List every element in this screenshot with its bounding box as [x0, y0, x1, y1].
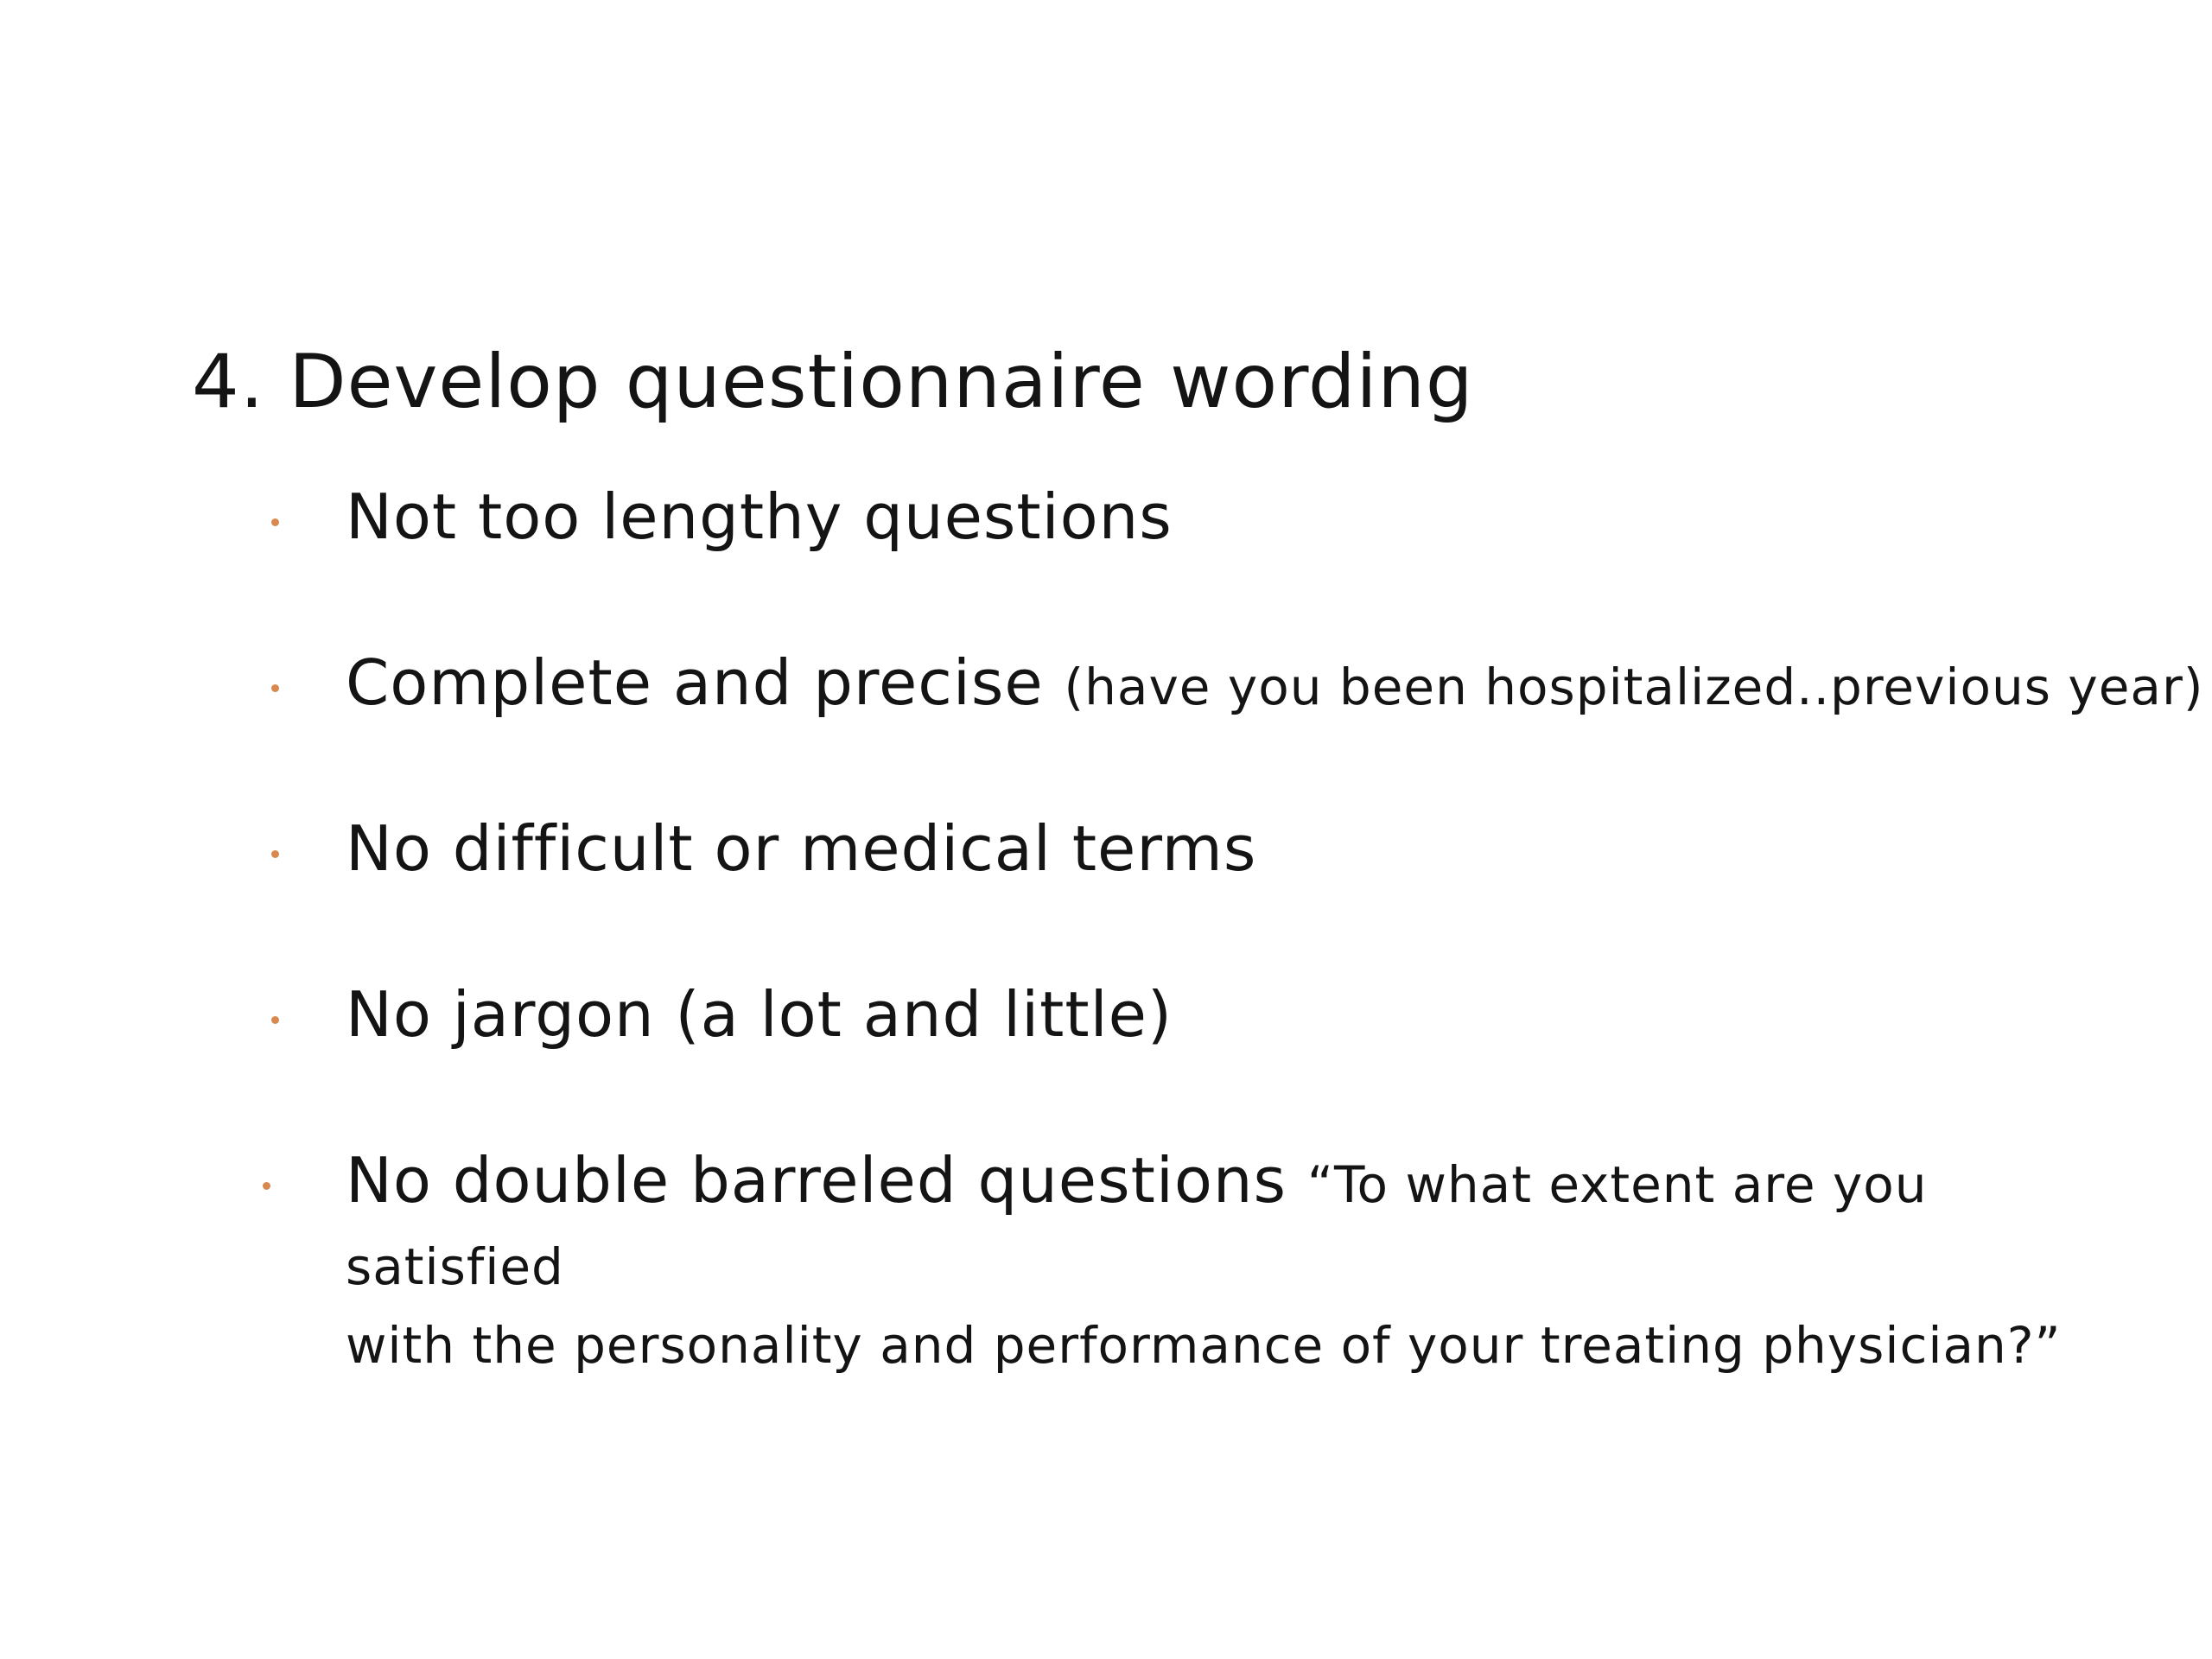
bullet-dot-icon — [263, 1182, 270, 1190]
bullet-dot-icon — [271, 684, 279, 692]
bullet-dot-icon — [271, 1016, 279, 1024]
bullet-dot-icon — [271, 518, 279, 526]
bullet-aside-text-continued: with the personality and performance of your treating physician?” — [346, 1316, 2062, 1375]
bullet-text — [346, 644, 2203, 726]
bullet-main-text: Complete and precise — [346, 646, 1044, 719]
slide-title: 4. Develop questionnaire wording — [192, 339, 1474, 425]
bullet-aside-text: (have you been hospitalized..previous year) — [1064, 658, 2204, 716]
bullet-text — [346, 1141, 2126, 1385]
bullet-aside-text: “To what extent are you satisfied — [346, 1155, 1928, 1296]
bullet-text — [346, 810, 1256, 887]
bullet-main-text: Not too lengthy questions — [346, 480, 1173, 553]
bullet-main-text: No jargon (a lot and little) — [346, 978, 1173, 1051]
bullet-main-text: No double barreled questions — [346, 1144, 1287, 1217]
bullet-text — [346, 478, 1173, 556]
bullet-text — [346, 976, 1173, 1053]
bullet-dot-icon — [271, 850, 279, 858]
bullet-main-text: No difficult or medical terms — [346, 812, 1257, 885]
